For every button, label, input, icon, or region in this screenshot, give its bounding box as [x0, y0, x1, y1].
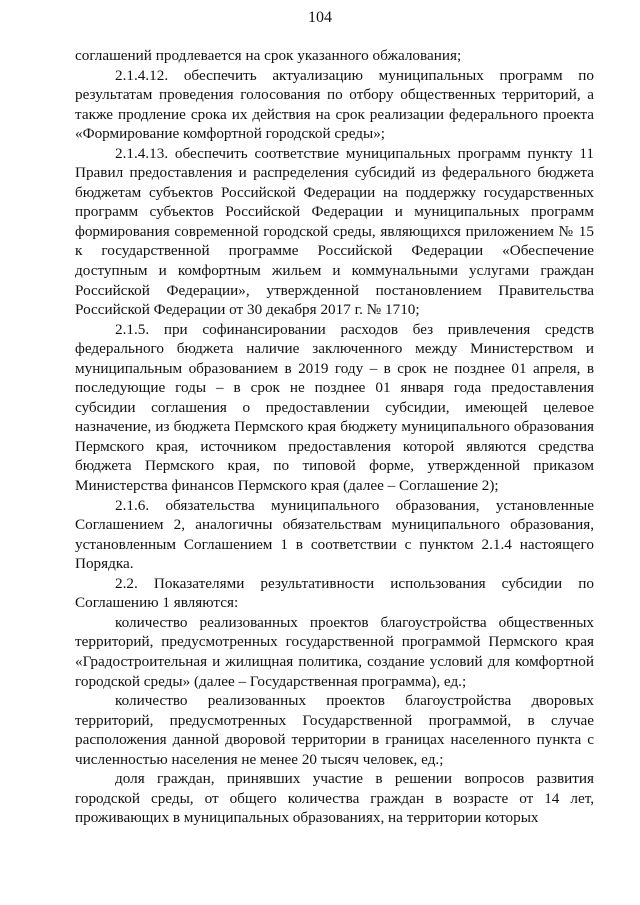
paragraph: 2.1.5. при софинансировании расходов без привлечения средств федерального бюджета наличие заключенного между Министерством и муниципальным образованием в 2019 году – в срок не позднее 01 апреля, в последующие годы – в срок не позднее 01 января года предоставления субсидии соглашения о предоставлении субсидии, имеющей целевое назначение, из бюджета Пермского края бюджету муниципального образования Пермского края, источником предоставления которой являются средства бюджета Пермского края, по типовой форме, утвержденной приказом Министерства финансов Пермского края (далее – Соглашение 2);: [75, 320, 594, 495]
page-number: 104: [308, 9, 332, 26]
paragraph: 2.2. Показателями результативности использования субсидии по Соглашению 1 являются:: [75, 574, 594, 612]
document-body: [75, 46, 594, 828]
paragraph: соглашений продлевается на срок указанного обжалования;: [75, 47, 462, 64]
paragraph: доля граждан, принявших участие в решении вопросов развития городской среды, от общего количества граждан в возрасте от 14 лет, проживающих в муниципальных образованиях, на территории которых: [75, 770, 594, 827]
paragraph: 2.1.4.13. обеспечить соответствие муниципальных программ пункту 11 Правил предоставления и распределения субсидий из федерального бюджета бюджетам субъектов Российской Федерации на поддержку государственных программ субъектов Российской Федерации и муниципальных программ формирования современной городской среды, являющихся приложением № 15 к государственной программе Российской Федерации «Обеспечение доступным и комфортным жильем и коммунальными услугами граждан Российской Федерации», утвержденной постановлением Правительства Российской Федерации от 30 декабря 2017 г. № 1710;: [75, 144, 594, 319]
paragraph: 2.1.6. обязательства муниципального образования, установленные Соглашением 2, аналогичны обязательствам муниципального образования, установленным Соглашением 1 в соответствии с пунктом 2.1.4 настоящего Порядка.: [75, 496, 594, 573]
paragraph: 2.1.4.12. обеспечить актуализацию муниципальных программ по результатам проведения голосования по отбору общественных территорий, а также продление срока их действия на срок реализации федерального проекта «Формирование комфортной городской среды»;: [75, 66, 594, 143]
paragraph: количество реализованных проектов благоустройства дворовых территорий, предусмотренных Государственной программой, в случае расположения данной дворовой территории в границах населенного пункта с численностью населения не менее 20 тысяч человек, ед.;: [75, 692, 594, 768]
paragraph: количество реализованных проектов благоустройства общественных территорий, предусмотренных государственной программой Пермского края «Градостроительная и жилищная политика, создание условий для комфортной городской среды» (далее – Государственная программа), ед.;: [75, 613, 594, 690]
